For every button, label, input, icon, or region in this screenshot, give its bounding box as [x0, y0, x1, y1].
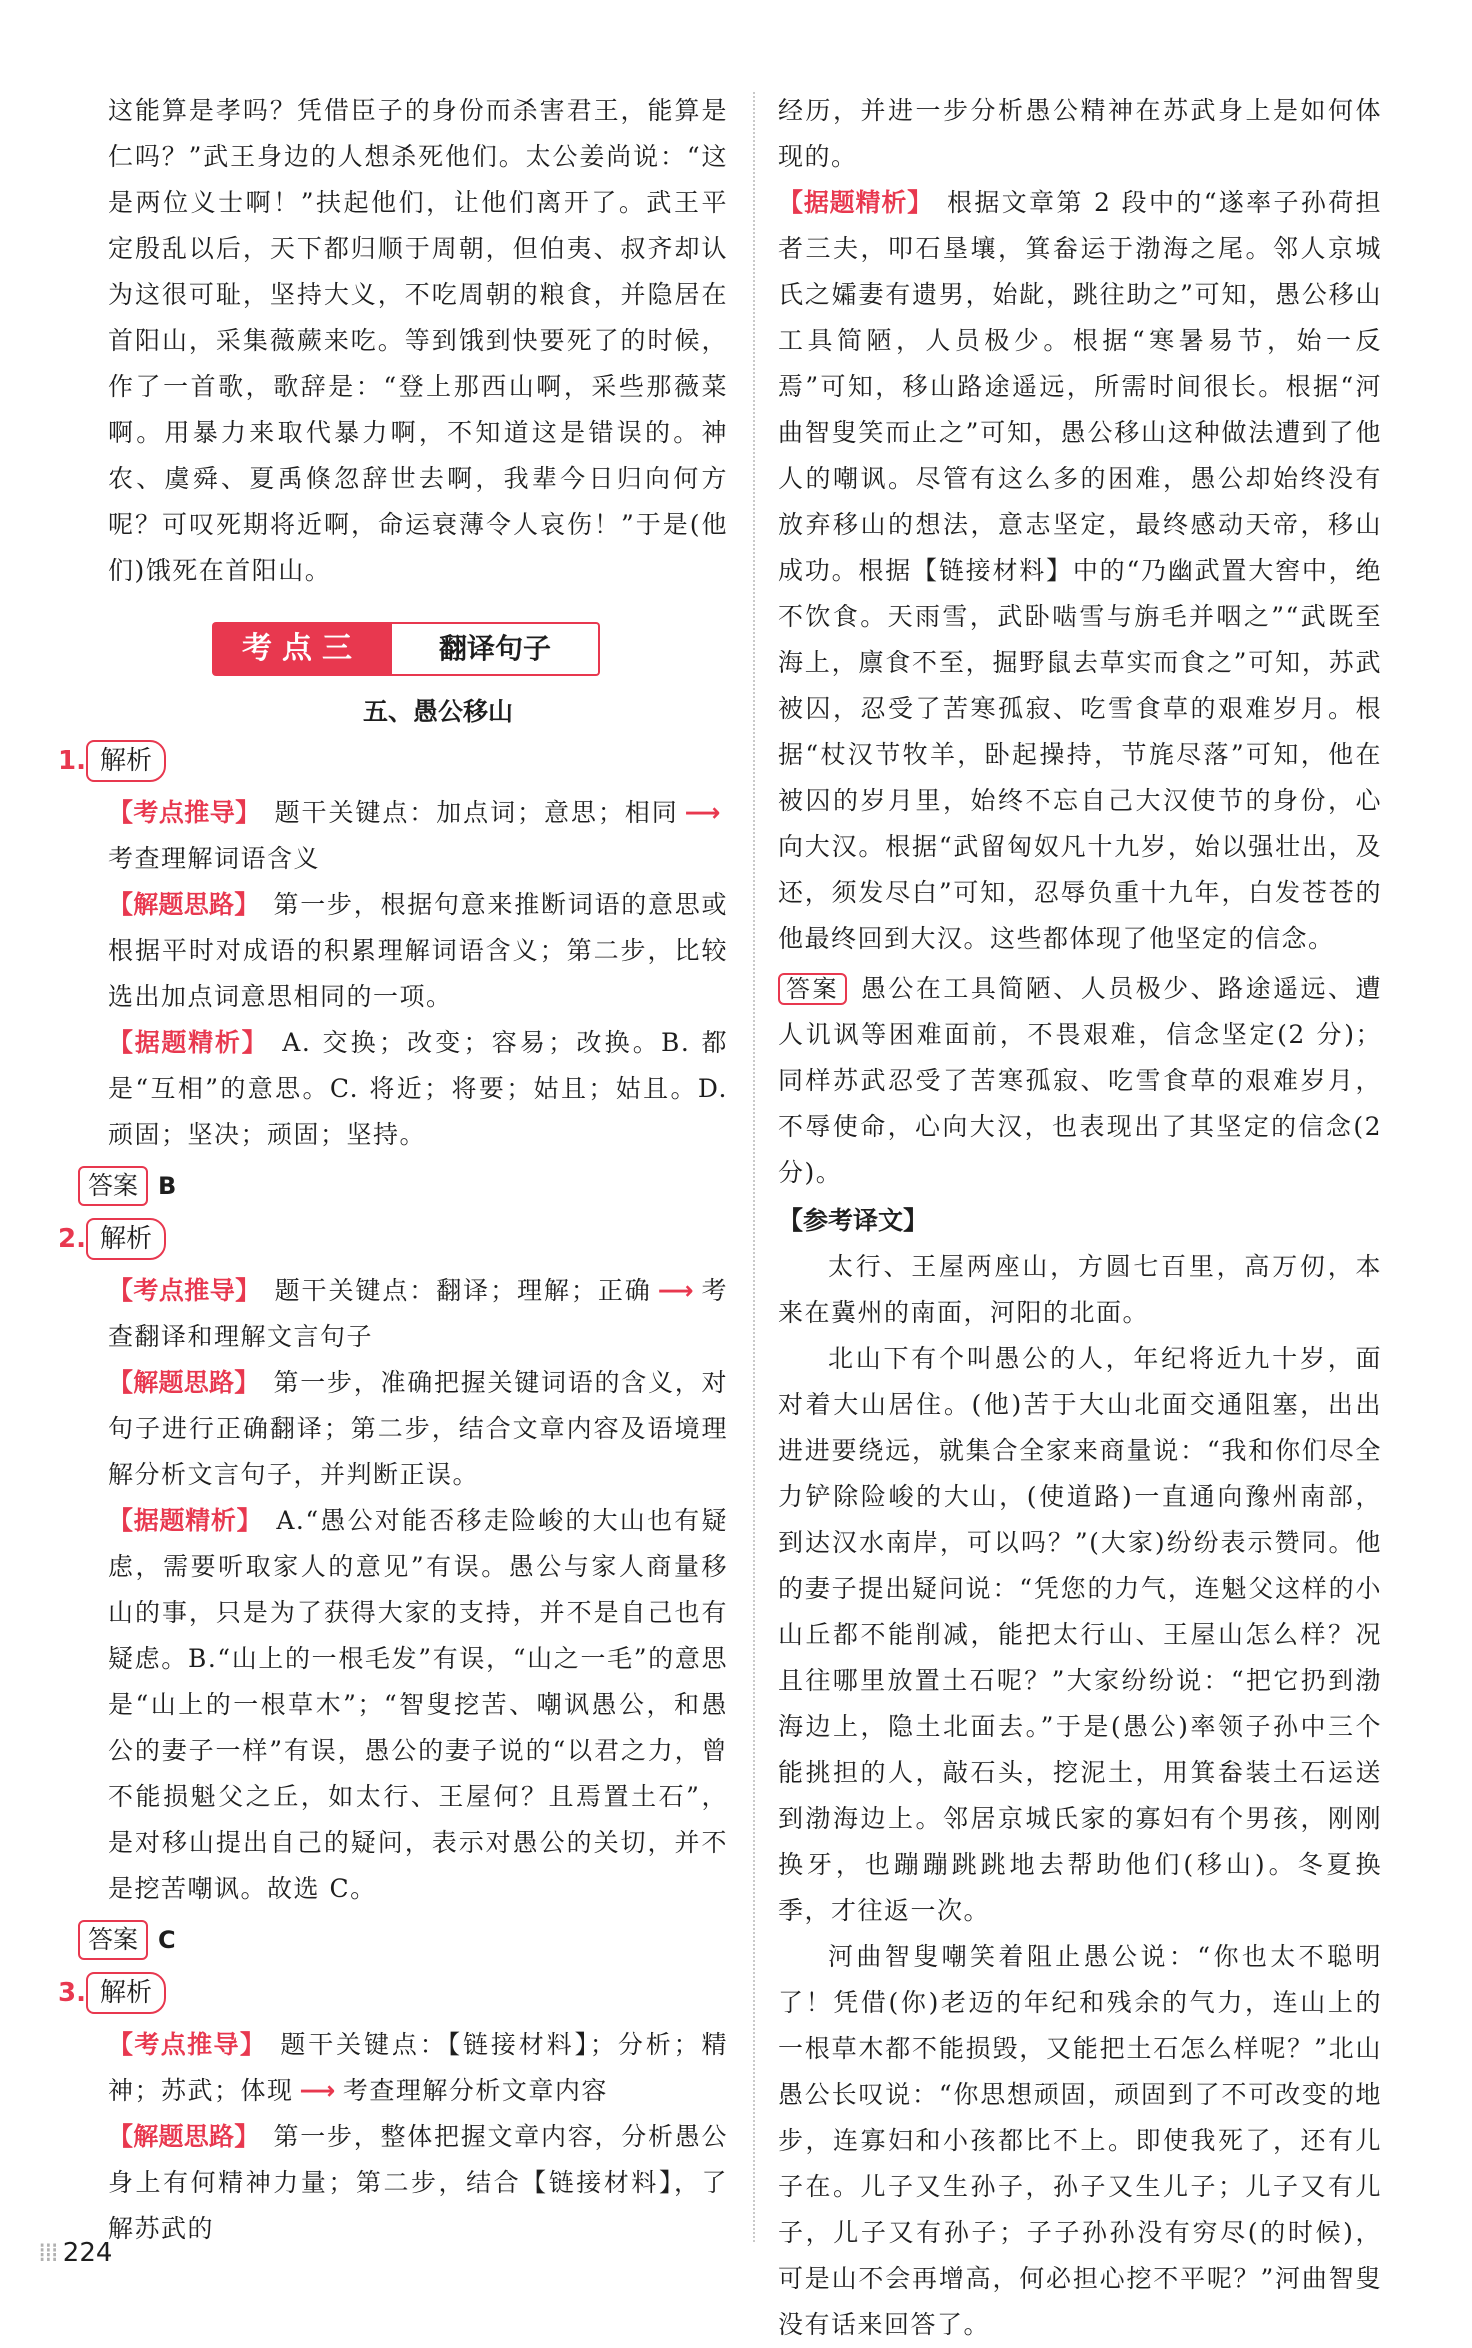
translation-paragraph-1: 太行、王屋两座山，方圆七百里，高万仞，本来在冀州的南面，河阳的北面。	[778, 1252, 1382, 1327]
q2-jingxi	[108, 1498, 728, 1912]
banner-label: 考点三	[212, 622, 392, 676]
q1-kaodian	[108, 790, 728, 882]
analysis-pill: 解析	[86, 1972, 166, 2014]
analysis-pill: 解析	[86, 740, 166, 782]
q3-continuation: 经历，并进一步分析愚公精神在苏武身上是如何体现的。	[778, 96, 1382, 171]
jingxi-text: A. 交换；改变；容易；改换。B. 都是“互相”的意思。C. 将近；将要；姑且；姑且。D. 顽固；坚决；顽固；坚持。	[108, 1028, 728, 1149]
question-number: 3.	[58, 1978, 86, 2008]
right-column	[778, 88, 1382, 2348]
page-footer	[38, 2238, 112, 2268]
siliu-tag: 【解题思路】	[108, 1368, 260, 1397]
question-1-header	[58, 738, 728, 784]
q2-kaodian	[108, 1268, 728, 1360]
arrow-icon: ⟶	[657, 1276, 696, 1305]
section-title: 五、愚公移山	[362, 697, 513, 726]
banner-title: 翻译句子	[392, 622, 600, 676]
kaodian-result: 考查理解分析文章内容	[342, 2076, 608, 2105]
dots-icon: ⁞⁞⁞	[38, 2238, 57, 2268]
kaodian-tag: 【考点推导】	[108, 2030, 267, 2059]
jingxi-tag: 【据题精析】	[778, 188, 934, 217]
answer-value: B	[158, 1172, 177, 1200]
analysis-pill: 解析	[86, 1218, 166, 1260]
answer-label: 答案	[78, 1920, 148, 1960]
kaodian-tag: 【考点推导】	[108, 1276, 261, 1305]
siliu-text: 第一步，根据句意来推断词语的意思或根据平时对成语的积累理解词语含义；第二步，比较选出加点词意思相同的一项。	[108, 890, 728, 1011]
siliu-text: 第一步，整体把握文章内容，分析愚公身上有何精神力量；第二步，结合【链接材料】，了解苏武的	[108, 2122, 728, 2243]
question-number: 1.	[58, 746, 86, 776]
intro-paragraph: 这能算是孝吗？凭借臣子的身份而杀害君王，能算是仁吗？”武王身边的人想杀死他们。太公姜尚说：“这是两位义士啊！”扶起他们，让他们离开了。武王平定殷乱以后，天下都归顺于周朝，但伯夷、叔齐却认为这很可耻，坚持大义，不吃周朝的粮食，并隐居在首阳山，采集薇蕨来吃。等到饿到快要死了的时候，作了一首歌，歌辞是：“登上那西山啊，采些那薇菜啊。用暴力来取代暴力啊，不知道这是错误的。神农、虞舜、夏禹倏忽辞世去啊，我辈今日归向何方呢？可叹死期将近啊，命运衰薄令人哀伤！”于是(他们)饿死在首阳山。	[108, 96, 728, 585]
question-2-header	[58, 1216, 728, 1262]
arrow-icon: ⟶	[299, 2076, 337, 2105]
q1-jingxi	[108, 1020, 728, 1158]
q1-answer	[78, 1166, 728, 1206]
jingxi-tag: 【据题精析】	[108, 1506, 263, 1535]
jingxi-text: 根据文章第 2 段中的“遂率子孙荷担者三夫，叩石垦壤，箕畚运于渤海之尾。邻人京城氏之孀妻有遗男，始龀，跳往助之”可知，愚公移山工具简陋，人员极少。根据“寒暑易节，始一反焉”可知，移山路途遥远，所需时间很长。根据“河曲智叟笑而止之”可知，愚公移山这种做法遭到了他人的嘲讽。尽管有这么多的困难，愚公却始终没有放弃移山的想法，意志坚定，最终感动天帝，移山成功。根据【链接材料】中的“乃幽武置大窖中，绝不饮食。天雨雪，武卧啮雪与旃毛并咽之”“武既至海上，廪食不至，掘野鼠去草实而食之”可知，苏武被囚，忍受了苦寒孤寂、吃雪食草的艰难岁月。根据“杖汉节牧羊，卧起操持，节旄尽落”可知，他在被囚的岁月里，始终不忘自己大汉使节的身份，心向大汉。根据“武留匈奴凡十九岁，始以强壮出，及还，须发尽白”可知，忍辱负重十九年，白发苍苍的他最终回到大汉。这些都体现了他坚定的信念。	[778, 188, 1382, 953]
answer-text: 愚公在工具简陋、人员极少、路途遥远、遭人讥讽等困难面前，不畏艰难，信念坚定(2 分)；同样苏武忍受了苦寒孤寂、吃雪食草的艰难岁月，不辱使命，心向大汉，也表现出了其坚定的信念(2 分)。	[778, 974, 1382, 1187]
q2-siliu	[108, 1360, 728, 1498]
q1-siliu	[108, 882, 728, 1020]
kaodian-text: 题干关键点：翻译；理解；正确	[274, 1276, 652, 1305]
q3-answer	[778, 966, 1382, 1196]
arrow-icon: ⟶	[684, 798, 722, 827]
translation-paragraph-3: 河曲智叟嘲笑着阻止愚公说：“你也太不聪明了！凭借(你)老迈的年纪和残余的气力，连山上的一根草木都不能损毁，又能把土石怎么样呢？”北山愚公长叹说：“你思想顽固，顽固到了不可改变的地步，连寡妇和小孩都比不上。即使我死了，还有儿子在。儿子又生孙子，孙子又生儿子；儿子又有儿子，儿子又有孙子；子子孙孙没有穷尽(的时候)，可是山不会再增高，何必担心挖不平呢？”河曲智叟没有话来回答了。	[778, 1942, 1382, 2339]
siliu-tag: 【解题思路】	[108, 890, 260, 919]
siliu-tag: 【解题思路】	[108, 2122, 260, 2151]
section-banner	[212, 622, 602, 676]
jingxi-tag: 【据题精析】	[108, 1028, 269, 1057]
column-divider	[753, 92, 755, 2242]
jingxi-text: A.“愚公对能否移走险峻的大山也有疑虑，需要听取家人的意见”有误。愚公与家人商量移山的事，只是为了获得大家的支持，并不是自己也有疑虑。B.“山上的一根毛发”有误，“山之一毛”的意思是“山上的一根草木”；“智叟挖苦、嘲讽愚公，和愚公的妻子一样”有误，愚公的妻子说的“以君之力，曾不能损魁父之丘，如太行、王屋何？且焉置土石”，是对移山提出自己的疑问，表示对愚公的关切，并不是挖苦嘲讽。故选 C。	[108, 1506, 728, 1903]
answer-label: 答案	[78, 1166, 148, 1206]
q3-jingxi	[778, 180, 1382, 962]
kaodian-text: 题干关键点：加点词；意思；相同	[274, 798, 679, 827]
q3-kaodian	[108, 2022, 728, 2114]
siliu-text: 第一步，准确把握关键词语的含义，对句子进行正确翻译；第二步，结合文章内容及语境理解分析文言句子，并判断正误。	[108, 1368, 728, 1489]
question-number: 2.	[58, 1224, 86, 1254]
left-column	[58, 88, 728, 2252]
question-3-header	[58, 1970, 728, 2016]
q3-siliu	[108, 2114, 728, 2252]
kaodian-text: 题干关键点：【链接材料】；分析；精神；苏武；体现	[108, 2030, 728, 2105]
reference-translation-title: 【参考译文】	[778, 1206, 929, 1235]
kaodian-tag: 【考点推导】	[108, 798, 261, 827]
q2-answer	[78, 1920, 728, 1960]
translation-paragraph-2: 北山下有个叫愚公的人，年纪将近九十岁，面对着大山居住。(他)苦于大山北面交通阻塞，出出进进要绕远，就集合全家来商量说：“我和你们尽全力铲除险峻的大山，(使道路)一直通向豫州南部，到达汉水南岸，可以吗？”(大家)纷纷表示赞同。他的妻子提出疑问说：“凭您的力气，连魁父这样的小山丘都不能削减，能把太行山、王屋山怎么样？况且往哪里放置土石呢？”大家纷纷说：“把它扔到渤海边上，隐土北面去。”于是(愚公)率领子孙中三个能挑担的人，敲石头，挖泥土，用箕畚装土石运送到渤海边上。邻居京城氏家的寡妇有个男孩，刚刚换牙，也蹦蹦跳跳地去帮助他们(移山)。冬夏换季，才往返一次。	[778, 1344, 1382, 1925]
answer-label: 答案	[778, 973, 847, 1005]
page-number: 224	[62, 2238, 113, 2268]
answer-value: C	[158, 1926, 176, 1954]
kaodian-result: 考查理解词语含义	[108, 844, 321, 873]
kaodian-result: 考查翻译和理解文言句子	[108, 1276, 728, 1351]
